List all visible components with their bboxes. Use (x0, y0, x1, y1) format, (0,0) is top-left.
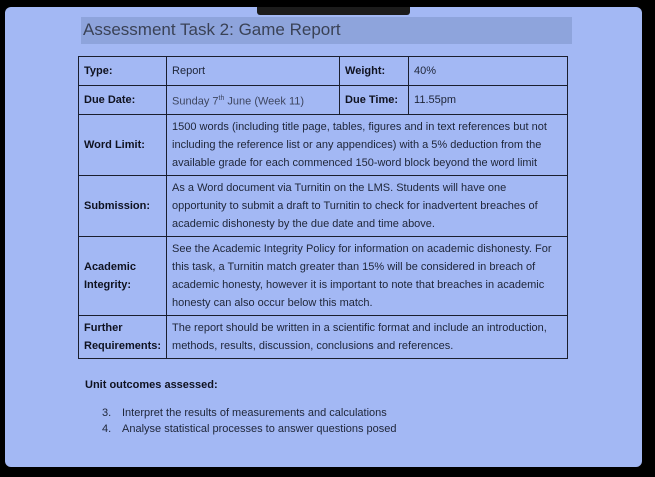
table-row (79, 176, 568, 237)
academic-integrity-label (79, 237, 167, 316)
outcomes-heading: Unit outcomes assessed: (85, 379, 218, 391)
academic-integrity-label-line2: Integrity: (84, 279, 132, 291)
table-row (79, 115, 568, 176)
academic-integrity-label-line1: Academic (84, 261, 136, 273)
table-row (79, 237, 568, 316)
further-requirements-label-line2: Requirements: (84, 340, 162, 352)
submission-label: Submission: (79, 176, 167, 237)
page-title: Assessment Task 2: Game Report (83, 20, 341, 39)
table-row (79, 86, 568, 115)
due-date-label: Due Date: (79, 86, 167, 115)
outcome-number: 3. (102, 407, 112, 419)
table-row (79, 316, 568, 359)
type-value: Report (167, 57, 340, 86)
list-item (102, 421, 397, 437)
due-time-value: 11.55pm (409, 86, 568, 115)
weight-value: 40% (409, 57, 568, 86)
assessment-details-table (78, 56, 568, 359)
due-date-value (167, 86, 340, 115)
top-bar (257, 7, 410, 15)
outcome-text: Interpret the results of measurements and calculations (122, 407, 387, 419)
due-date-rest: June (Week 11) (224, 95, 305, 108)
word-limit-label: Word Limit: (79, 115, 167, 176)
type-label: Type: (79, 57, 167, 86)
outcomes-list (102, 405, 397, 437)
further-requirements-label (79, 316, 167, 359)
document-page (5, 7, 642, 467)
due-date-day: Sunday 7 (172, 95, 219, 108)
due-date-suffix: th (218, 94, 225, 102)
weight-label: Weight: (340, 57, 409, 86)
word-limit-value: 1500 words (including title page, tables, figures and in text references but not including the reference list or any appendices) with a 5% deduction from the available grade for each commenced 150-word block beyond the word limit (167, 115, 568, 176)
outcome-text: Analyse statistical processes to answer questions posed (122, 423, 397, 435)
outcome-number: 4. (102, 423, 112, 435)
further-requirements-label-line1: Further (84, 322, 123, 334)
title-banner (81, 17, 572, 44)
submission-value: As a Word document via Turnitin on the LMS. Students will have one opportunity to submit a draft to Turnitin to check for inadvertent breaches of academic dishonesty by the due date and time above. (167, 176, 568, 237)
further-requirements-value: The report should be written in a scientific format and include an introduction, methods, results, discussion, conclusions and references. (167, 316, 568, 359)
list-item (102, 405, 397, 421)
table-row (79, 57, 568, 86)
academic-integrity-value: See the Academic Integrity Policy for information on academic dishonesty. For this task, a Turnitin match greater than 15% will be considered in breach of academic honesty, however it is important to note that breaches in academic honesty can also occur below this match. (167, 237, 568, 316)
due-time-label: Due Time: (340, 86, 409, 115)
